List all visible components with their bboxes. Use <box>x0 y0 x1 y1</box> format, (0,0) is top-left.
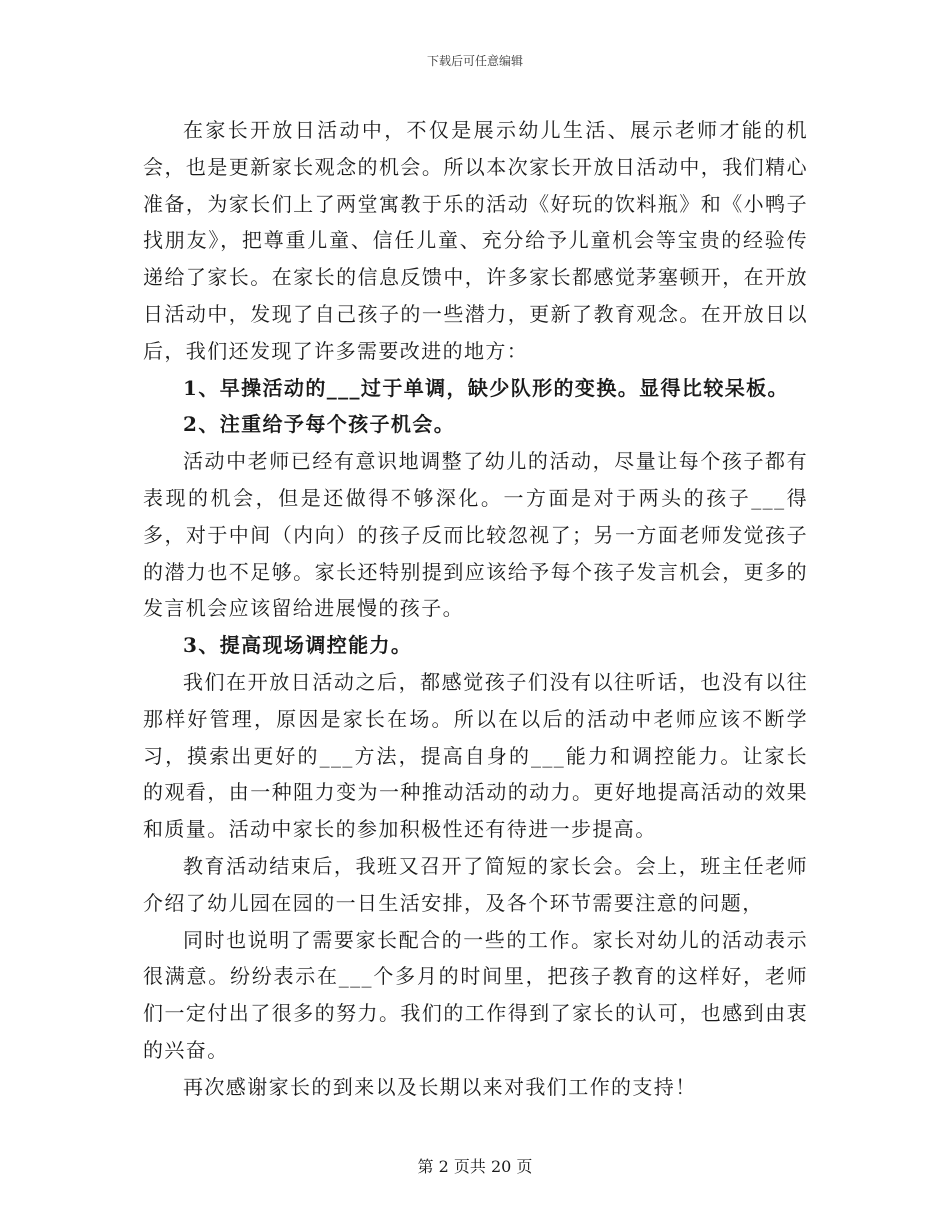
section-heading-2: 2、注重给予每个孩子机会。 <box>183 412 456 437</box>
section-2-paragraph: 活动中老师已经有意识地调整了幼儿的活动，尽量让每个孩子都有表现的机会，但是还做得不够深化。一方面是对于两头的孩子___得多，对于中间（内向）的孩子反而比较忽视了；另一方面老师发觉孩子的潜力也不足够。家长还特别提到应该给予每个孩子发言机会，更多的发言机会应该留给进展慢的孩子。 <box>143 449 808 621</box>
page-header-note: 下载后可任意编辑 <box>426 54 523 68</box>
section-heading-3: 3、提高现场调控能力。 <box>183 633 413 658</box>
page-number: 第 2 页共 20 页 <box>417 1157 533 1176</box>
parent-meeting-paragraph: 教育活动结束后，我班又召开了简短的家长会。会上，班主任老师介绍了幼儿园在园的一日生活安排，及各个环节需要注意的问题， <box>143 853 808 915</box>
closing-thanks-paragraph: 再次感谢家长的到来以及长期以来对我们工作的支持！ <box>183 1074 697 1099</box>
section-3-paragraph: 我们在开放日活动之后，都感觉孩子们没有以往听话，也没有以往那样好管理，原因是家长在场。所以在以后的活动中老师应该不断学习，摸索出更好的___方法，提高自身的___能力和调控能力。让家长的观看，由一种阻力变为一种推动活动的动力。更好地提高活动的效果和质量。活动中家长的参加积极性还有待进一步提高。 <box>143 669 808 842</box>
section-heading-1: 1、早操活动的___过于单调，缺少队形的变换。显得比较呆板。 <box>183 375 789 400</box>
parent-feedback-paragraph: 同时也说明了需要家长配合的一些的工作。家长对幼儿的活动表示很满意。纷纷表示在___个多月的时间里，把孩子教育的这样好，老师们一定付出了很多的努力。我们的工作得到了家长的认可，也感到由衷的兴奋。 <box>143 927 808 1062</box>
intro-paragraph: 在家长开放日活动中，不仅是展示幼儿生活、展示老师才能的机会，也是更新家长观念的机会。所以本次家长开放日活动中，我们精心准备，为家长们上了两堂寓教于乐的活动《好玩的饮料瓶》和《小鸭子找朋友》，把尊重儿童、信任儿童、充分给予儿童机会等宝贵的经验传递给了家长。在家长的信息反馈中，许多家长都感觉茅塞顿开，在开放日活动中，发现了自己孩子的一些潜力，更新了教育观念。在开放日以后，我们还发现了许多需要改进的地方： <box>143 118 808 363</box>
document-body <box>143 112 808 1106</box>
